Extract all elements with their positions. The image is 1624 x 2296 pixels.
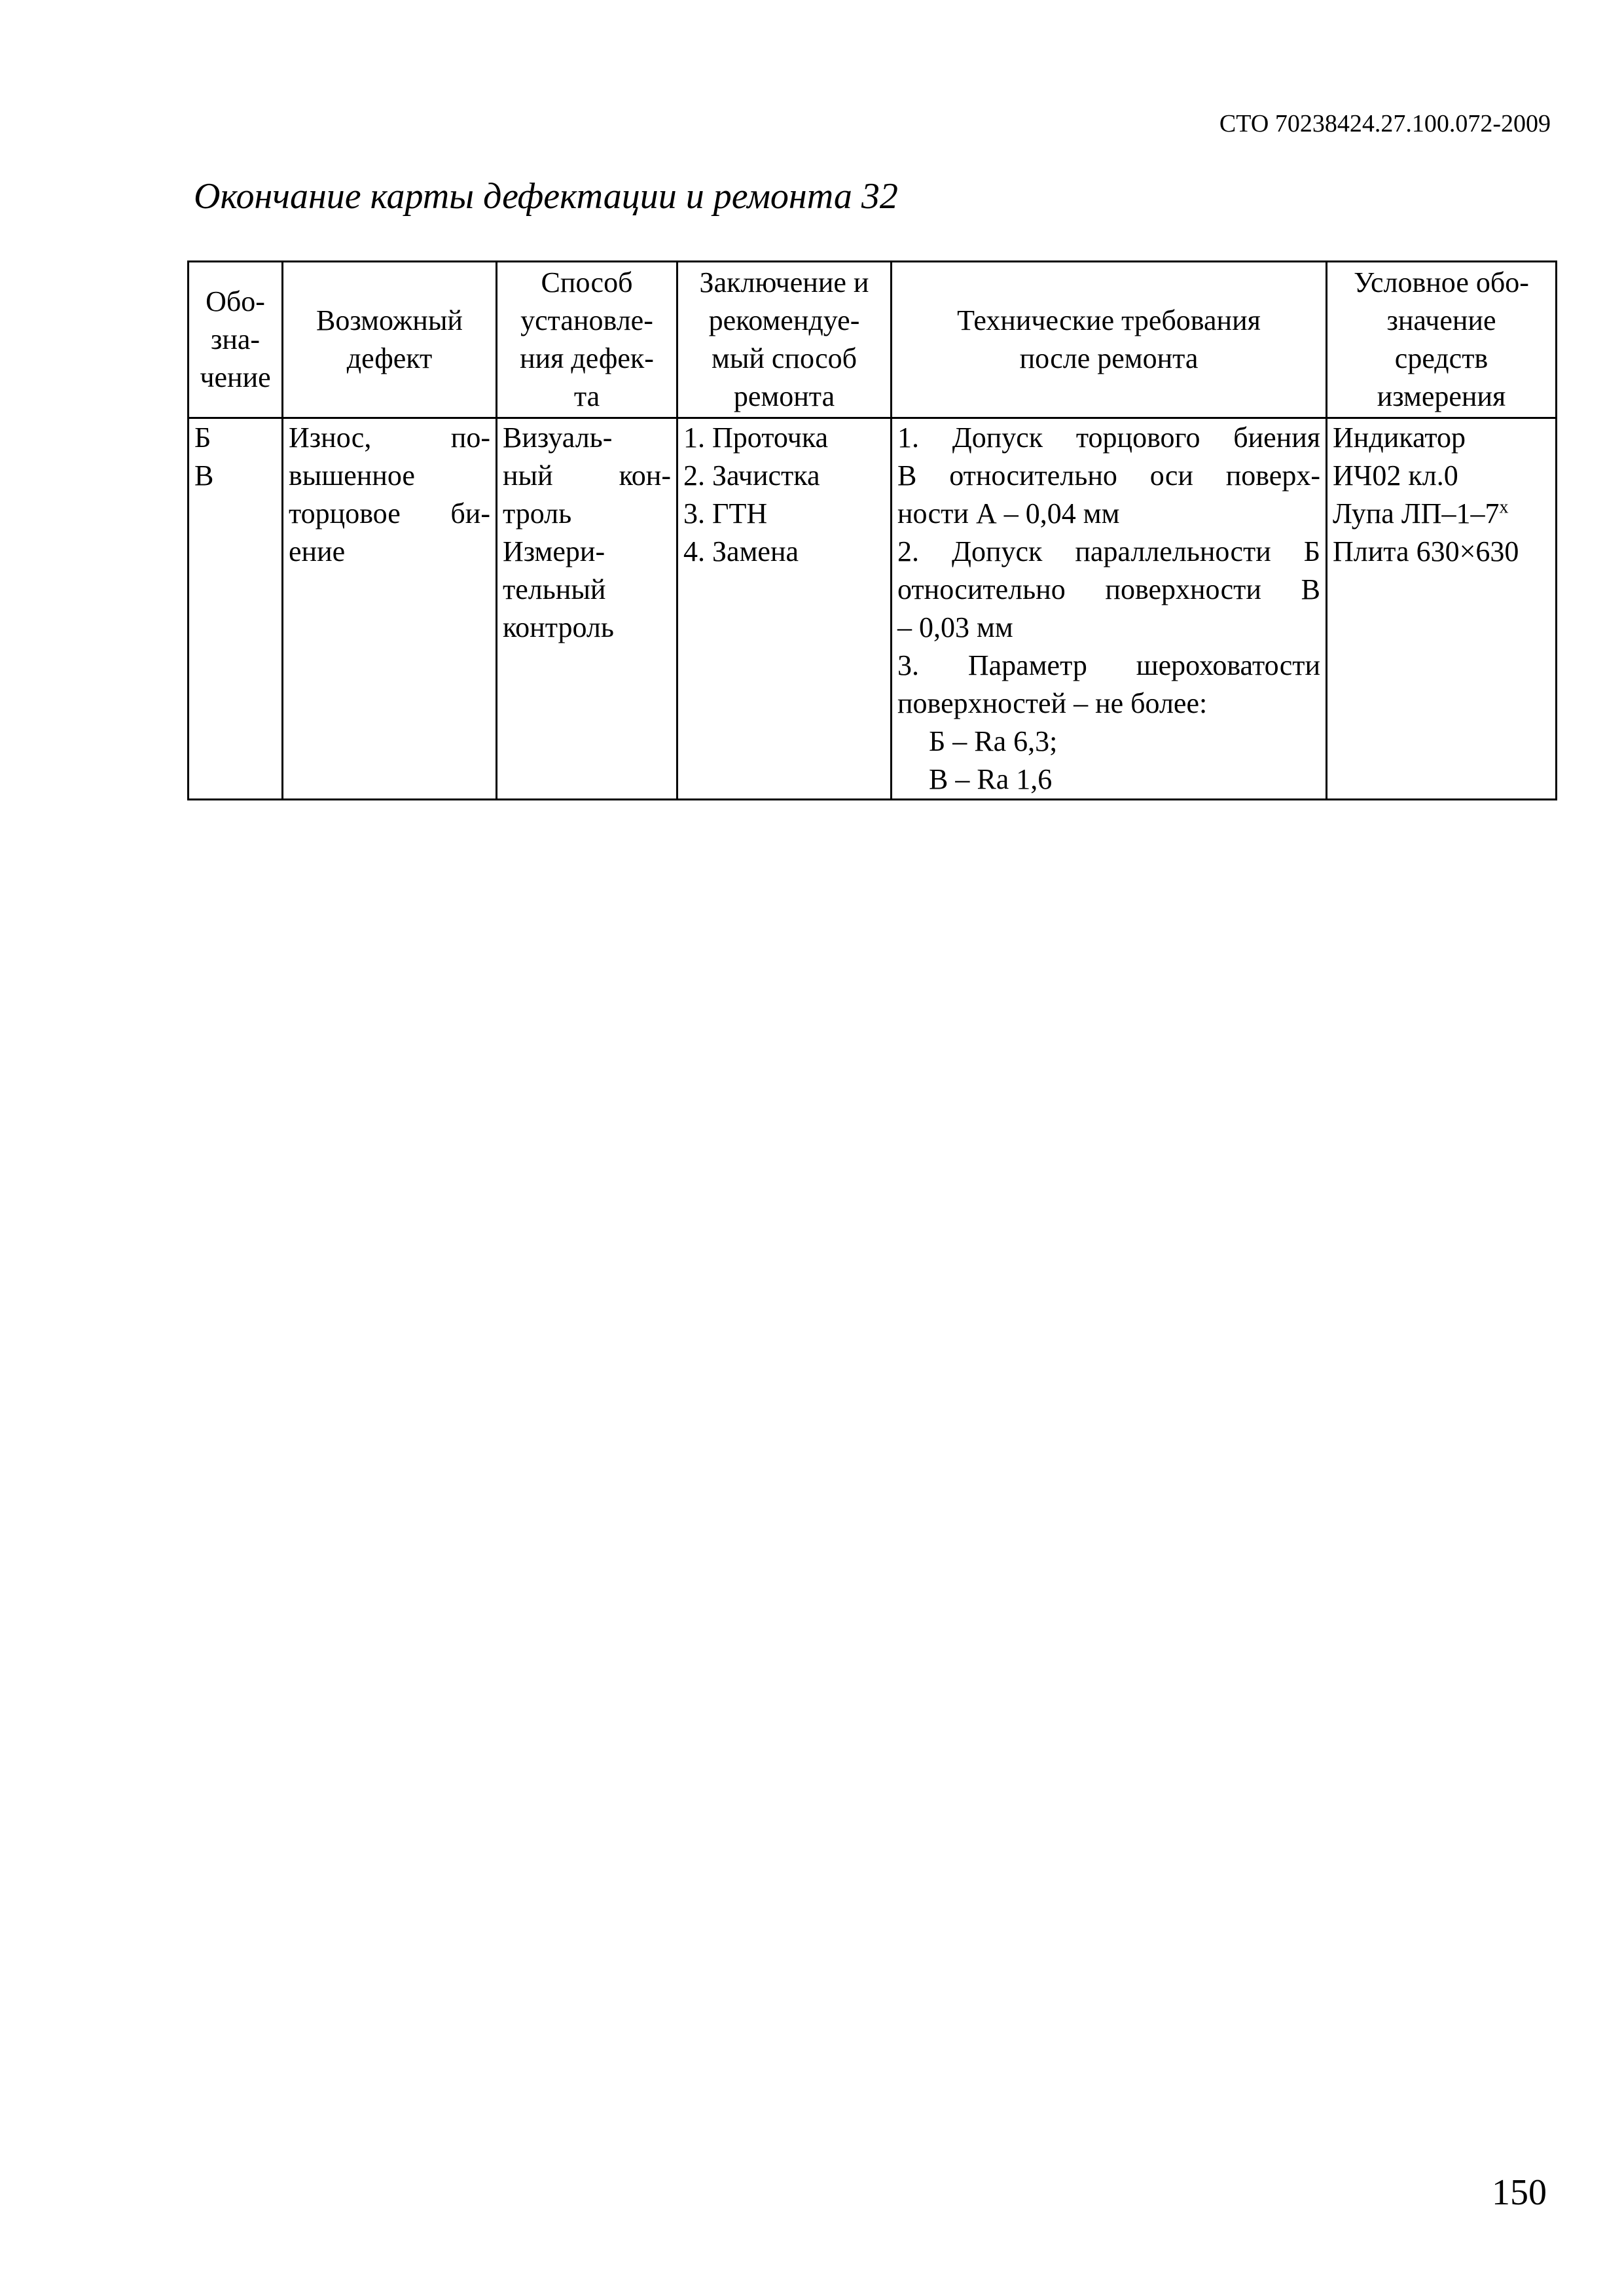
- page-number: 150: [1492, 2172, 1547, 2213]
- method-line: ный кон-: [503, 459, 671, 492]
- table-header-row: [189, 262, 1557, 418]
- cell-technical-requirements: [892, 418, 1327, 800]
- header-technical-requirements: Технические требования после ремонта: [892, 262, 1327, 418]
- defect-repair-table: [187, 260, 1557, 800]
- requirement-line: ности А – 0,04 мм: [897, 497, 1120, 529]
- instrument-line: Индикатор: [1333, 422, 1466, 454]
- defect-line: торцовое би-: [289, 497, 490, 529]
- defect-line: Износ, по-: [289, 422, 490, 454]
- table-row: [189, 418, 1557, 800]
- requirement-line: 3. Параметр шероховатости: [897, 649, 1320, 681]
- method-line: тельный: [503, 573, 606, 605]
- requirement-line: – 0,03 мм: [897, 611, 1013, 643]
- requirement-line: 2. Допуск параллельности Б: [897, 535, 1320, 567]
- cell-measuring-instruments: [1327, 418, 1557, 800]
- defect-line: вышенное: [289, 459, 415, 492]
- requirement-line: В относительно оси поверх-: [897, 459, 1320, 492]
- table-caption: Окончание карты дефектации и ремонта 32: [194, 176, 898, 217]
- instrument-line: ИЧ02 кл.0: [1333, 459, 1458, 492]
- header-measuring-instruments: Условное обо- значение средств измерения: [1327, 262, 1557, 418]
- method-line: троль: [503, 497, 572, 529]
- instrument-text: Лупа ЛП–1–7: [1333, 497, 1500, 529]
- method-line: Измери-: [503, 535, 605, 567]
- defect-line: ение: [289, 535, 346, 567]
- requirement-line: поверхностей – не более:: [897, 687, 1208, 719]
- method-line: Визуаль-: [503, 422, 613, 454]
- header-detection-method: Способ установле- ния дефек- та: [497, 262, 677, 418]
- header-repair-conclusion: Заключение и рекомендуе- мый способ ремонта: [677, 262, 892, 418]
- requirement-line: В – Ra 1,6: [929, 763, 1053, 795]
- document-code: СТО 70238424.27.100.072-2009: [1219, 110, 1551, 137]
- instrument-line: [1333, 495, 1550, 533]
- requirement-line: относительно поверхности В: [897, 573, 1320, 605]
- header-possible-defect: Возможный дефект: [283, 262, 497, 418]
- requirement-line: Б – Ra 6,3;: [929, 725, 1058, 757]
- cell-detection-method: [497, 418, 677, 800]
- method-line: контроль: [503, 611, 614, 643]
- instrument-superscript: х: [1499, 497, 1509, 518]
- instrument-line: Плита 630×630: [1333, 535, 1519, 567]
- requirement-line: 1. Допуск торцового биения: [897, 422, 1320, 454]
- cell-designation: Б В: [189, 418, 283, 800]
- cell-repair-method: 1. Проточка 2. Зачистка 3. ГТН 4. Замена: [677, 418, 892, 800]
- header-designation: Обо- зна- чение: [189, 262, 283, 418]
- cell-possible-defect: [283, 418, 497, 800]
